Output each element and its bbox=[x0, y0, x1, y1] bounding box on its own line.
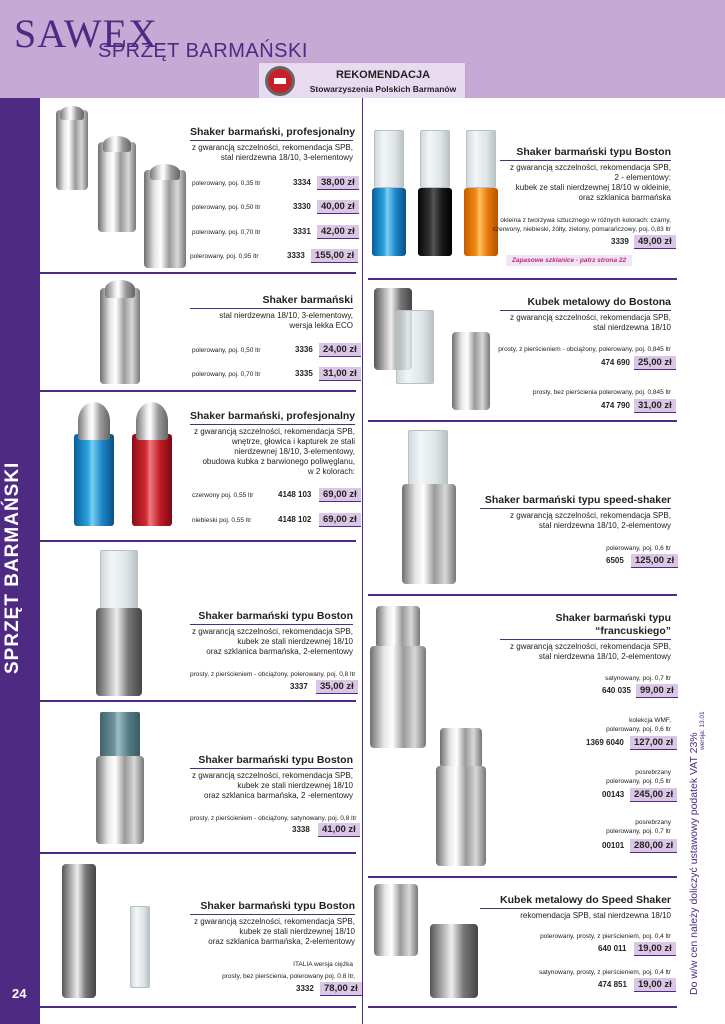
shaker-tin-image bbox=[402, 484, 456, 584]
price: 38,00 zł bbox=[317, 176, 359, 190]
price: 25,00 zł bbox=[634, 356, 676, 370]
product-code: 1369 6040 bbox=[586, 738, 624, 747]
product-title: “francuskiego” bbox=[595, 625, 671, 637]
product-description: z gwarancją szczelności, rekomendacja SPB, kubek ze stali nierdzewnej 18/10 oraz szklanica barmańska, 2-elementowy bbox=[190, 624, 353, 657]
shaker-tin-image bbox=[96, 608, 142, 696]
blue-shaker-image bbox=[74, 434, 114, 526]
shaker-tin-image bbox=[452, 332, 490, 410]
shaker-image bbox=[56, 110, 88, 190]
variant-label: posrebrzany polerowany, poj. 0,5 ltr bbox=[606, 769, 671, 785]
product-description: z gwarancją szczelności, rekomendacja SPB, wnętrze, głowica i kapturek ze stali nierdzewnej 18/10, 3-elementowy, obudowa kubka z barwionego poliwęglanu, w 2 kolorach: bbox=[190, 424, 355, 477]
product-code: 474 690 bbox=[601, 358, 630, 367]
version-note: wersja: 13.01 bbox=[699, 711, 706, 750]
mixing-glass-image bbox=[100, 712, 140, 758]
product-title: Shaker barmański typu Boston bbox=[200, 900, 355, 912]
shaker-image bbox=[98, 142, 136, 232]
variant-label: polerowany, poj. 0,70 ltr bbox=[192, 371, 261, 378]
price: 245,00 zł bbox=[630, 788, 677, 802]
section-divider bbox=[368, 420, 677, 422]
price: 155,00 zł bbox=[311, 249, 358, 263]
price: 127,00 zł bbox=[630, 736, 677, 750]
section-divider bbox=[368, 594, 677, 596]
product-title: Shaker barmański bbox=[262, 294, 353, 306]
product-title: Shaker barmański typu bbox=[555, 612, 671, 624]
sawex-logo: SAWEX bbox=[14, 11, 159, 56]
product-title: Shaker barmański typu Boston bbox=[516, 146, 671, 158]
product-code: 4148 102 bbox=[278, 515, 312, 524]
shaker-cap-image bbox=[376, 606, 420, 648]
product-title: Shaker barmański typu speed-shaker bbox=[484, 494, 671, 506]
shaker-tin-image bbox=[370, 646, 426, 748]
product-description: z gwarancją szczelności, rekomendacja SPB, stal nierdzewna 18/10, 2-elementowy bbox=[500, 639, 671, 662]
product-code: 640 011 bbox=[598, 944, 627, 953]
shaker-cap-image bbox=[105, 280, 135, 298]
page-number: 24 bbox=[12, 986, 27, 1001]
recommendation-subtitle: Stowarzyszenia Polskich Barmanów bbox=[309, 84, 457, 94]
shaker-cap-image bbox=[150, 164, 180, 180]
recommendation-badge bbox=[258, 62, 466, 100]
product-code: 4148 103 bbox=[278, 490, 312, 499]
price: 99,00 zł bbox=[636, 684, 678, 698]
price: 42,00 zł bbox=[317, 225, 359, 239]
section-divider bbox=[40, 390, 356, 392]
side-section-label bbox=[2, 638, 24, 674]
product-code: 3332 bbox=[296, 984, 314, 993]
variant-label: polerowany, prosty, z pierścieniem, poj. 0,4 ltr bbox=[540, 933, 671, 940]
black-shaker-image bbox=[418, 188, 452, 256]
variant-label: polerowany, poj. 0,35 ltr bbox=[192, 180, 261, 187]
product-description: z gwarancją szczelności, rekomendacja SPB, stal nierdzewna 18/10, 2-elementowy bbox=[480, 508, 671, 531]
product-code: 3334 bbox=[293, 178, 311, 187]
shaker-cap-image bbox=[60, 106, 84, 120]
shaker-tin-image bbox=[96, 756, 144, 844]
price: 40,00 zł bbox=[317, 200, 359, 214]
vat-note: Do w/w cen należy doliczyć ustawowy podatek VAT 23% bbox=[688, 732, 700, 995]
section-divider bbox=[368, 1006, 677, 1008]
product-code: 640 035 bbox=[602, 686, 631, 695]
product-title: Shaker barmański, profesjonalny bbox=[190, 410, 356, 422]
section-divider bbox=[40, 272, 356, 274]
section-divider bbox=[40, 700, 356, 702]
variant-label: polerowany, poj. 0,50 ltr bbox=[192, 347, 261, 354]
price: 49,00 zł bbox=[634, 235, 676, 249]
variant-label: prosty, bez pierścienia polerowany, poj. 0,845 ltr bbox=[532, 389, 671, 396]
product-title: Shaker barmański typu Boston bbox=[198, 610, 353, 622]
price: 280,00 zł bbox=[630, 839, 677, 853]
shaker-tin-image bbox=[430, 924, 478, 998]
column-separator bbox=[362, 98, 363, 1024]
variant-label: ITALIA wersja ciężka bbox=[293, 961, 353, 968]
product-title: Shaker barmański typu Boston bbox=[198, 754, 353, 766]
variant-label: satynowany, poj. 0,7 ltr bbox=[605, 675, 671, 682]
variant-label: satynowany, prosty, z pierścieniem, poj. 0,4 ltr bbox=[539, 969, 671, 976]
product-code: 3335 bbox=[295, 369, 313, 378]
product-code: 3336 bbox=[295, 345, 313, 354]
variant-label: posrebrzany polerowany, poj. 0,7 ltr bbox=[606, 819, 671, 835]
product-description: z gwarancją szczelności, rekomendacja SPB, kubek ze stali nierdzewnej 18/10 oraz szklanica barmańska, 2 -elementowy bbox=[190, 768, 353, 801]
shaker-image bbox=[144, 170, 186, 268]
page-title: SPRZĘT BARMAŃSKI bbox=[98, 40, 308, 62]
spare-glasses-note: Zapasowe szklanice - patrz strona 22 bbox=[506, 255, 632, 266]
mixing-glass-image bbox=[466, 130, 496, 188]
price: 19,00 zł bbox=[634, 942, 676, 956]
variant-label: prosty, z pierścieniem - obciążony, satynowany, poj. 0,8 ltr bbox=[190, 815, 357, 822]
product-code: 00101 bbox=[602, 841, 625, 850]
product-code: 474 790 bbox=[601, 401, 630, 410]
price: 41,00 zł bbox=[318, 823, 360, 837]
variant-label: polerowany, poj. 0,6 ltr bbox=[606, 545, 671, 552]
variant-label: kolekcja WMF, polerowany, poj. 0,6 ltr bbox=[606, 717, 671, 733]
shaker-tin-image bbox=[436, 766, 486, 866]
price: 19,00 zł bbox=[634, 978, 676, 992]
mixing-glass-image bbox=[100, 550, 138, 610]
price: 35,00 zł bbox=[316, 680, 358, 694]
product-description: z gwarancją szczelności, rekomendacja SPB, kubek ze stali nierdzewnej 18/10 oraz szklanica barmańska, 2-elementowy bbox=[190, 914, 355, 947]
price: 78,00 zł bbox=[320, 982, 362, 996]
product-description: stal nierdzewna 18/10, 3-elementowy, wersja lekka ECO bbox=[190, 308, 353, 331]
section-divider bbox=[40, 540, 356, 542]
mixing-glass-image bbox=[408, 430, 448, 488]
section-divider bbox=[40, 852, 356, 854]
bartenders-association-emblem-icon bbox=[265, 66, 295, 96]
shaker-cap-image bbox=[136, 402, 168, 440]
product-code: 3331 bbox=[293, 227, 311, 236]
product-code: 3333 bbox=[287, 251, 305, 260]
product-title: Shaker barmański, profesjonalny bbox=[190, 126, 356, 138]
variant-label: prosty, z pierścieniem - obciążony, polerowany, poj. 0,845 ltr bbox=[498, 346, 671, 353]
product-code: 474 851 bbox=[598, 980, 627, 989]
section-divider bbox=[368, 876, 677, 878]
section-divider bbox=[40, 1006, 356, 1008]
shaker-tin-image bbox=[374, 884, 418, 956]
shaker-cap-image bbox=[78, 402, 110, 440]
mixing-glass-image bbox=[130, 906, 150, 988]
product-title: Kubek metalowy do Bostona bbox=[527, 296, 671, 308]
variant-label: prosty, bez pierścienia, polerowany poj. 0.8 ltr, bbox=[222, 973, 355, 980]
page-header bbox=[0, 0, 725, 98]
variant-label: niebieski poj. 0,55 ltr bbox=[192, 517, 252, 524]
blue-shaker-image bbox=[372, 188, 406, 256]
shaker-cap-image bbox=[440, 728, 482, 768]
price: 125,00 zł bbox=[631, 554, 678, 568]
product-code: 6505 bbox=[606, 556, 624, 565]
variant-label: polerowany, poj. 0,50 ltr bbox=[192, 204, 261, 211]
product-code: 3337 bbox=[290, 682, 308, 691]
product-description: z gwarancją szczelności, rekomendacja SPB, stal nierdzewna 18/10, 3-elementowy bbox=[190, 140, 353, 163]
shaker-tin-image bbox=[62, 864, 96, 998]
product-note: okleina z tworzywa sztucznego w różnych kolorach: czarny, czerwony, niebieski, żółty, zielony, pomarańczowy, poj. 0,83 ltr bbox=[492, 217, 671, 233]
price: 69,00 zł bbox=[319, 488, 361, 502]
product-code: 3339 bbox=[611, 237, 629, 246]
price: 31,00 zł bbox=[319, 367, 361, 381]
price: 24,00 zł bbox=[319, 343, 361, 357]
recommendation-title: REKOMENDACJA bbox=[335, 69, 431, 81]
shaker-image bbox=[100, 288, 140, 384]
red-shaker-image bbox=[132, 434, 172, 526]
price: 69,00 zł bbox=[319, 513, 361, 527]
mixing-glass-image bbox=[396, 310, 434, 384]
mixing-glass-image bbox=[420, 130, 450, 188]
product-description: z gwarancją szczelności, rekomendacja SPB, stal nierdzewna 18/10 bbox=[500, 310, 671, 333]
product-description: rekomendacja SPB, stal nierdzewna 18/10 bbox=[480, 908, 671, 921]
product-code: 3338 bbox=[292, 825, 310, 834]
mixing-glass-image bbox=[374, 130, 404, 188]
variant-label: polerowany, poj. 0,95 ltr bbox=[190, 253, 259, 260]
product-code: 3330 bbox=[293, 202, 311, 211]
shaker-cap-image bbox=[103, 136, 131, 152]
variant-label: prosty, z pierścieniem - obciążony, polerowany, poj. 0,8 ltr bbox=[190, 671, 356, 678]
price: 31,00 zł bbox=[634, 399, 676, 413]
product-title: Kubek metalowy do Speed Shaker bbox=[500, 894, 671, 906]
section-divider bbox=[368, 278, 677, 280]
variant-label: czerwony poj. 0,55 ltr bbox=[192, 492, 254, 499]
product-description: z gwarancją szczelności, rekomendacja SPB, 2 - elementowy: kubek ze stali nierdzewnej 18/10 w okleinie, oraz szklanica barmańska bbox=[500, 160, 671, 203]
product-code: 00143 bbox=[602, 790, 625, 799]
variant-label: polerowany, poj. 0,70 ltr bbox=[192, 229, 261, 236]
catalog-content bbox=[40, 98, 683, 1024]
